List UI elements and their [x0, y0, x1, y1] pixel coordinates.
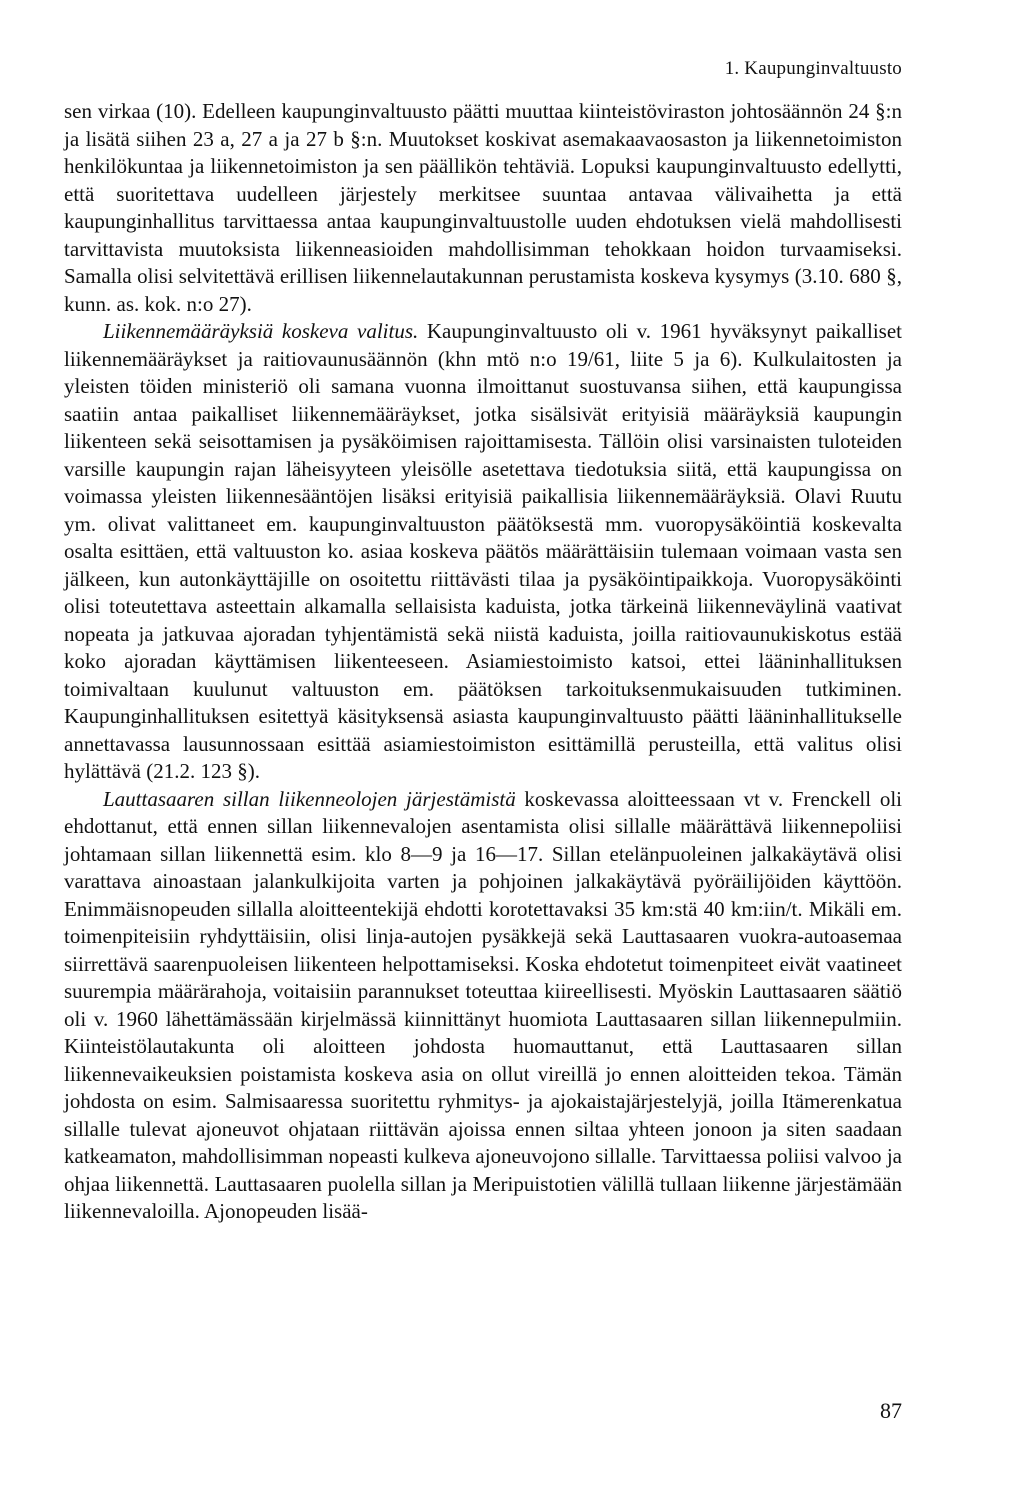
paragraph-1 [64, 98, 902, 318]
paragraph-3-lead-heading: Lauttasaaren sillan liikenneolojen järjestämistä [103, 786, 516, 811]
running-header: 1. Kaupunginvaltuusto [724, 58, 902, 79]
page-number: 87 [880, 1398, 902, 1423]
paragraph-2-text: Kaupunginvaltuusto oli v. 1961 hyväksynyt paikalliset liikennemääräykset ja raitiovaunusäännön (khn mtö n:o 19/61, liite 5 ja 6). Kulkulaitosten ja yleisten töiden ministeriö oli samana vuonna ilmoittanut suostuvansa siihen, että kaupungissa saatiin antaa paikalliset liikennemääräykset, jotka sisälsivät erityisiä määräyksiä kaupungin liikenteen sekä seisottamisen ja pysäköimisen rajoittamisesta. Tällöin olisi varsinaisten tuloteiden varsille kaupungin rajan läheisyyteen yleisölle asetettava tiedotuksia siitä, että kaupungissa on voimassa yleisten liikennesääntöjen lisäksi erityisiä paikallisia liikennemääräyksiä. Olavi Ruutu ym. olivat valittaneet em. kaupunginvaltuuston päätöksestä mm. vuoropysäköintiä koskevalta osalta esittäen, että valtuuston ko. asiaa koskeva päätös määrättäisiin tulemaan voimaan vasta sen jälkeen, kun autonkäyttäjille on osoitettu riittävästi tilaa ja pysäköintipaikkoja. Vuoropysäköinti olisi toteutettava asteettain alkamalla sellaisista kaduista, jotka tärkeinä liikenneväylinä vaativat nopeata ja jatkuvaa ajoradan tyhjentämistä sekä niistä kaduista, joilla raitiovaunukiskotus estää koko ajoradan käyttämisen liikenteeseen. Asiamiestoimisto katsoi, ettei lääninhallituksen toimivaltaan kuulunut valtuuston em. päätöksen tarkoituksenmukaisuuden tutkiminen. Kaupunginhallituksen esitettyä käsityksensä asiasta kaupunginvaltuusto päätti lääninhallitukselle annettavassa lausunnossaan esittää asiamiestoimiston esittämillä perusteilla, että valitus olisi hylättävä (21.2. 123 §). [64, 319, 902, 783]
paragraph-2-lead-heading: Liikennemääräyksiä koskeva valitus. [103, 319, 419, 343]
body-text [64, 98, 902, 1226]
paragraph-1-text: sen virkaa (10). Edelleen kaupunginvaltuusto päätti muuttaa kiinteistöviraston johtosäännön 24 §:n ja lisätä siihen 23 a, 27 a ja 27 b §:n. Muutokset koskivat asemakaavaosaston ja liikennetoimiston henkilökuntaa ja liikennetoimiston ja sen päällikön tehtäviä. Lopuksi kaupunginvaltuusto edellytti, että suoritettava uudelleen järjestely merkitsee suuntaa antavaa välivaihetta ja että kaupunginhallitus tarvittaessa antaa kaupunginvaltuustolle uuden ehdotuksen vielä mahdollisesti tarvittavista muutoksista liikenneasioiden mahdollisimman tehokkaan hoidon turvaamiseksi. Samalla olisi selvitettävä erillisen liikennelautakunnan perustamista koskeva kysymys (3.10. 680 §, kunn. as. kok. n:o 27). [64, 99, 902, 316]
paragraph-3-text: koskevassa aloitteessaan vt v. Frenckell oli ehdottanut, että ennen sillan liikennevalojen asentamista olisi sillalle määrättävä liikennepoliisi johtamaan sillan liikennettä esim. klo 8—9 ja 16—17. Sillan etelänpuoleinen jalkakäytävä olisi varattava ainoastaan jalankulkijoita varten ja pohjoinen jalkakäytävä pyöräilijöiden käyttöön. Enimmäisnopeuden sillalla aloitteentekijä ehdotti korotettavaksi 35 km:stä 40 km:iin/t. Mikäli em. toimenpiteisiin ryhdyttäisiin, olisi linja-autojen pysäkkejä sekä Lauttasaaren vuokra-autoasemaa siirrettävä saarenpuoleisen liikenteen helpottamiseksi. Koska ehdotetut toimenpiteet eivät vaatineet suurempia määrärahoja, voitaisiin parannukset toteuttaa kiireellisesti. Myöskin Lauttasaaren säätiö oli v. 1960 lähettämässään kirjelmässä kiinnittänyt huomiota Lauttasaaren sillan liikennepulmiin. Kiinteistölautakunta oli aloitteen johdosta huomauttanut, että Lauttasaaren sillan liikennevaikeuksien poistamista koskeva asia on ollut vireillä jo ennen aloitteiden tekoa. Tämän johdosta on esim. Salmisaaressa suoritettu ryhmitys- ja ajokaistajärjestelyjä, joilla Itämerenkatua sillalle tulevat ajoneuvot ohjataan riittävän ajoissa ennen siltaa yhteen jonoon ja siten saadaan katkeamaton, mahdollisimman nopeasti kulkeva ajoneuvojono sillalle. Tarvittaessa poliisi valvoo ja ohjaa liikennettä. Lauttasaaren puolella sillan ja Meripuistotien välillä tullaan liikenne järjestämään liikennevaloilla. Ajonopeuden lisää- [64, 786, 902, 1223]
paragraph-2 [64, 318, 902, 786]
paragraph-3 [64, 786, 902, 1226]
